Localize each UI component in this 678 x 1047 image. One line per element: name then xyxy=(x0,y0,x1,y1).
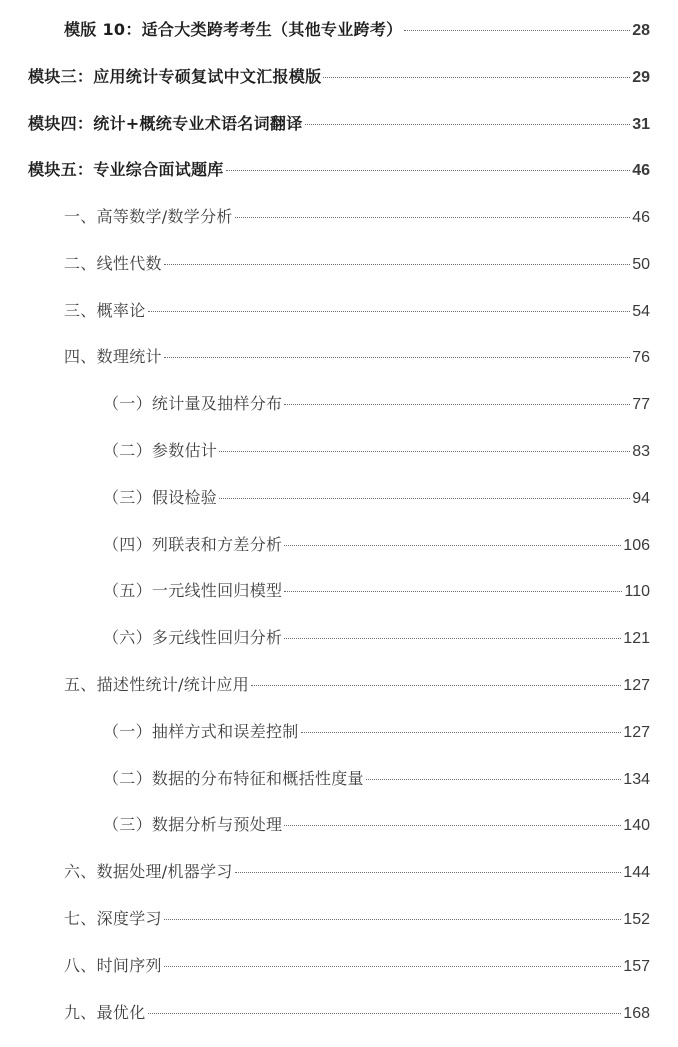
toc-entry-page: 76 xyxy=(632,349,650,366)
toc-entry-title: 一、高等数学/数学分析 xyxy=(64,207,233,226)
toc-entry-page: 121 xyxy=(623,630,650,647)
toc-entry-title: 模版 10：适合大类跨考考生（其他专业跨考） xyxy=(64,20,403,39)
dot-leader xyxy=(284,825,621,826)
toc-entry-page: 28 xyxy=(632,22,650,39)
dot-leader xyxy=(164,966,621,967)
toc-entry-machine-learning[interactable] xyxy=(64,860,650,884)
toc-entry-title: （二）数据的分布特征和概括性度量 xyxy=(103,769,364,788)
toc-entry-title: 二、线性代数 xyxy=(64,254,162,273)
toc-entry-distribution-features[interactable] xyxy=(103,767,650,791)
toc-entry-parameter-estimation[interactable] xyxy=(103,439,650,463)
toc-entry-template-10[interactable] xyxy=(64,18,650,42)
toc-entry-title: 模块三：应用统计专硕复试中文汇报模版 xyxy=(28,67,322,86)
toc-entry-page: 127 xyxy=(623,724,650,741)
toc-entry-page: 50 xyxy=(632,256,650,273)
toc-entry-page: 83 xyxy=(632,443,650,460)
toc-entry-page: 157 xyxy=(623,958,650,975)
dot-leader xyxy=(164,919,621,920)
dot-leader xyxy=(148,1013,622,1014)
toc-entry-time-series[interactable] xyxy=(64,954,650,978)
dot-leader xyxy=(284,545,621,546)
toc-entry-page: 110 xyxy=(624,583,650,600)
dot-leader xyxy=(301,732,622,733)
toc-entry-title: 九、最优化 xyxy=(64,1003,146,1022)
toc-entry-simple-regression[interactable] xyxy=(103,579,650,603)
toc-entry-page: 144 xyxy=(623,864,650,881)
toc-entry-page: 152 xyxy=(623,911,650,928)
toc-entry-title: 模块四：统计+概统专业术语名词翻译 xyxy=(28,114,303,133)
toc-entry-page: 140 xyxy=(623,817,650,834)
toc-entry-title: （一）统计量及抽样分布 xyxy=(103,394,283,413)
toc-entry-page: 94 xyxy=(632,490,650,507)
toc-entry-module-5[interactable] xyxy=(28,158,650,182)
toc-entry-title: 模块五：专业综合面试题库 xyxy=(28,160,224,179)
dot-leader xyxy=(284,404,630,405)
toc-entry-title: 三、概率论 xyxy=(64,301,146,320)
dot-leader xyxy=(404,30,630,31)
toc-entry-page: 29 xyxy=(632,69,650,86)
toc-entry-title: 七、深度学习 xyxy=(64,909,162,928)
toc-entry-title: （三）数据分析与预处理 xyxy=(103,815,283,834)
toc-entry-probability[interactable] xyxy=(64,299,650,323)
toc-entry-title: （三）假设检验 xyxy=(103,488,218,507)
toc-entry-title: （五）一元线性回归模型 xyxy=(103,581,283,600)
toc-entry-sampling-distribution[interactable] xyxy=(103,392,650,416)
dot-leader xyxy=(235,872,622,873)
toc-entry-page: 106 xyxy=(623,537,650,554)
toc-entry-title: （四）列联表和方差分析 xyxy=(103,535,283,554)
toc-entry-page: 77 xyxy=(632,396,650,413)
toc-entry-title: （六）多元线性回归分析 xyxy=(103,628,283,647)
toc-entry-linear-algebra[interactable] xyxy=(64,252,650,276)
toc-entry-title: 五、描述性统计/统计应用 xyxy=(64,675,249,694)
toc-entry-page: 46 xyxy=(632,162,650,179)
toc-entry-descriptive-statistics[interactable] xyxy=(64,673,650,697)
toc-entry-mathematical-statistics[interactable] xyxy=(64,345,650,369)
toc-entry-page: 134 xyxy=(623,771,650,788)
dot-leader xyxy=(284,638,621,639)
dot-leader xyxy=(226,170,631,171)
toc-entry-page: 54 xyxy=(632,303,650,320)
toc-entry-contingency-anova[interactable] xyxy=(103,533,650,557)
toc-entry-module-3[interactable] xyxy=(28,65,650,89)
toc-entry-page: 46 xyxy=(632,209,650,226)
toc-entry-multiple-regression[interactable] xyxy=(103,626,650,650)
dot-leader xyxy=(323,77,630,78)
dot-leader xyxy=(251,685,621,686)
toc-entry-calculus[interactable] xyxy=(64,205,650,229)
dot-leader xyxy=(164,357,630,358)
toc-entry-title: 六、数据处理/机器学习 xyxy=(64,862,233,881)
toc-entry-page: 168 xyxy=(623,1005,650,1022)
toc-entry-optimization[interactable] xyxy=(64,1001,650,1025)
toc-entry-data-preprocessing[interactable] xyxy=(103,813,650,837)
toc-entry-title: （一）抽样方式和误差控制 xyxy=(103,722,299,741)
toc-entry-hypothesis-testing[interactable] xyxy=(103,486,650,510)
dot-leader xyxy=(148,311,631,312)
toc-entry-title: 四、数理统计 xyxy=(64,347,162,366)
dot-leader xyxy=(235,217,631,218)
toc-entry-page: 31 xyxy=(632,116,650,133)
toc-entry-title: （二）参数估计 xyxy=(103,441,218,460)
dot-leader xyxy=(219,498,630,499)
dot-leader xyxy=(284,591,622,592)
toc-entry-title: 八、时间序列 xyxy=(64,956,162,975)
toc-entry-page: 127 xyxy=(623,677,650,694)
dot-leader xyxy=(366,779,621,780)
toc-entry-deep-learning[interactable] xyxy=(64,907,650,931)
dot-leader xyxy=(219,451,630,452)
dot-leader xyxy=(305,124,631,125)
toc-entry-sampling-error-control[interactable] xyxy=(103,720,650,744)
dot-leader xyxy=(164,264,630,265)
toc-entry-module-4[interactable] xyxy=(28,112,650,136)
